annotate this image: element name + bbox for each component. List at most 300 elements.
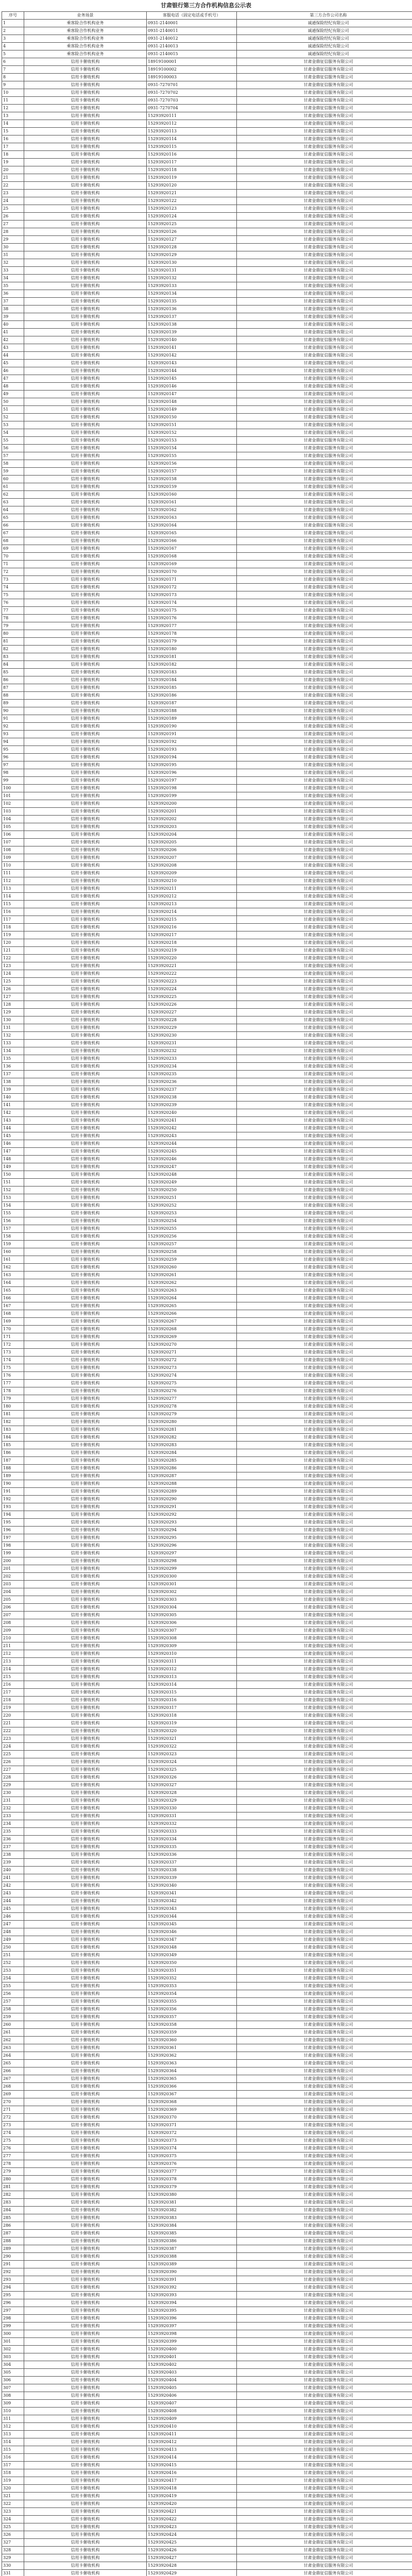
cell-phone: 15293920359 bbox=[147, 2029, 237, 2037]
cell-seq: 44 bbox=[2, 352, 24, 360]
table-row bbox=[2, 1851, 412, 1859]
cell-seq: 224 bbox=[2, 1743, 24, 1751]
cell-company: 甘肃金鼎征信服务有限公司 bbox=[237, 452, 412, 460]
table-row bbox=[2, 522, 412, 530]
cell-scenario: 信用卡催收机构 bbox=[24, 1094, 147, 1101]
cell-company: 甘肃金鼎征信服务有限公司 bbox=[237, 421, 412, 429]
cell-scenario: 信用卡催收机构 bbox=[24, 2408, 147, 2415]
cell-seq: 57 bbox=[2, 452, 24, 460]
cell-seq: 190 bbox=[2, 1480, 24, 1488]
cell-seq: 23 bbox=[2, 190, 24, 197]
cell-scenario: 信用卡催收机构 bbox=[24, 437, 147, 445]
cell-company: 甘肃金鼎征信服务有限公司 bbox=[237, 1774, 412, 1782]
cell-scenario: 信用卡催收机构 bbox=[24, 1426, 147, 1434]
cell-seq: 120 bbox=[2, 939, 24, 947]
table-row bbox=[2, 1867, 412, 1874]
cell-company: 甘肃金鼎征信服务有限公司 bbox=[237, 1449, 412, 1457]
cell-phone: 15293920178 bbox=[147, 630, 237, 638]
cell-phone: 15293920130 bbox=[147, 259, 237, 267]
cell-seq: 48 bbox=[2, 383, 24, 391]
cell-company: 甘肃金鼎征信服务有限公司 bbox=[237, 761, 412, 769]
cell-seq: 133 bbox=[2, 1040, 24, 1047]
cell-seq: 169 bbox=[2, 1318, 24, 1326]
cell-scenario: 信用卡催收机构 bbox=[24, 2485, 147, 2493]
cell-seq: 148 bbox=[2, 1156, 24, 1163]
cell-seq: 173 bbox=[2, 1349, 24, 1357]
cell-company: 甘肃金鼎征信服务有限公司 bbox=[237, 1712, 412, 1720]
table-row bbox=[2, 1202, 412, 1210]
cell-seq: 124 bbox=[2, 970, 24, 978]
cell-company: 甘肃金鼎征信服务有限公司 bbox=[237, 259, 412, 267]
table-row bbox=[2, 2570, 412, 2576]
cell-seq: 325 bbox=[2, 2523, 24, 2531]
cell-seq: 187 bbox=[2, 1457, 24, 1465]
table-row bbox=[2, 854, 412, 862]
cell-phone: 15293920424 bbox=[147, 2531, 237, 2539]
cell-seq: 292 bbox=[2, 2268, 24, 2276]
cell-phone: 15293920425 bbox=[147, 2539, 237, 2547]
cell-seq: 126 bbox=[2, 986, 24, 993]
cell-company: 甘肃金鼎征信服务有限公司 bbox=[237, 1465, 412, 1472]
cell-scenario: 信用卡催收机构 bbox=[24, 607, 147, 615]
cell-seq: 272 bbox=[2, 2114, 24, 2122]
cell-seq: 86 bbox=[2, 676, 24, 684]
cell-seq: 244 bbox=[2, 1897, 24, 1905]
cell-seq: 11 bbox=[2, 97, 24, 105]
cell-phone: 15293920254 bbox=[147, 1217, 237, 1225]
cell-phone: 15293920251 bbox=[147, 1194, 237, 1202]
cell-scenario: 信用卡催收机构 bbox=[24, 352, 147, 360]
cell-company: 甘肃金鼎征信服务有限公司 bbox=[237, 2554, 412, 2562]
cell-company: 甘肃金鼎征信服务有限公司 bbox=[237, 2523, 412, 2531]
cell-phone: 15293920202 bbox=[147, 816, 237, 823]
cell-phone: 15293920191 bbox=[147, 731, 237, 738]
cell-seq: 8 bbox=[2, 74, 24, 81]
cell-scenario: 信用卡催收机构 bbox=[24, 1040, 147, 1047]
cell-seq: 254 bbox=[2, 1975, 24, 1982]
cell-scenario: 信用卡催收机构 bbox=[24, 1418, 147, 1426]
cell-scenario: 信用卡催收机构 bbox=[24, 1078, 147, 1086]
cell-phone: 15293920397 bbox=[147, 2323, 237, 2330]
cell-scenario: 信用卡催收机构 bbox=[24, 2083, 147, 2091]
cell-company: 甘肃金鼎征信服务有限公司 bbox=[237, 1882, 412, 1890]
cell-phone: 15293920257 bbox=[147, 1241, 237, 1248]
cell-scenario: 信用卡催收机构 bbox=[24, 808, 147, 816]
cell-phone: 15293920205 bbox=[147, 839, 237, 846]
table-row bbox=[2, 2052, 412, 2060]
table-row bbox=[2, 391, 412, 398]
cell-company: 甘肃金鼎征信服务有限公司 bbox=[237, 1751, 412, 1758]
cell-seq: 214 bbox=[2, 1666, 24, 1673]
cell-scenario: 信用卡催收机构 bbox=[24, 89, 147, 97]
table-row bbox=[2, 1751, 412, 1758]
cell-company: 甘肃金鼎征信服务有限公司 bbox=[237, 290, 412, 298]
cell-seq: 279 bbox=[2, 2168, 24, 2176]
cell-phone: 15293920198 bbox=[147, 785, 237, 792]
cell-phone: 15293920391 bbox=[147, 2276, 237, 2284]
cell-seq: 102 bbox=[2, 800, 24, 808]
cell-phone: 15293920429 bbox=[147, 2570, 237, 2576]
cell-scenario: 信用卡催收机构 bbox=[24, 2384, 147, 2392]
cell-scenario: 信用卡催收机构 bbox=[24, 367, 147, 375]
cell-seq: 164 bbox=[2, 1279, 24, 1287]
cell-phone: 18919100002 bbox=[147, 66, 237, 74]
cell-seq: 66 bbox=[2, 522, 24, 530]
cell-scenario: 信用卡催收机构 bbox=[24, 1789, 147, 1797]
cell-phone: 15293920360 bbox=[147, 2037, 237, 2044]
cell-company: 甘肃金鼎征信服务有限公司 bbox=[237, 66, 412, 74]
cell-company: 甘肃金鼎征信服务有限公司 bbox=[237, 445, 412, 452]
cell-seq: 1 bbox=[2, 20, 24, 27]
cell-seq: 255 bbox=[2, 1982, 24, 1990]
cell-scenario: 信用卡催收机构 bbox=[24, 568, 147, 576]
cell-seq: 42 bbox=[2, 336, 24, 344]
cell-scenario: 信用卡催收机构 bbox=[24, 267, 147, 275]
cell-company: 甘肃金鼎征信服务有限公司 bbox=[237, 816, 412, 823]
cell-phone: 15293920381 bbox=[147, 2199, 237, 2207]
cell-scenario: 信用卡催收机构 bbox=[24, 2392, 147, 2400]
cell-phone: 15293920112 bbox=[147, 120, 237, 128]
table-row bbox=[2, 1171, 412, 1179]
cell-phone: 15293920196 bbox=[147, 769, 237, 777]
cell-scenario: 信用卡催收机构 bbox=[24, 537, 147, 545]
cell-phone: 15293920282 bbox=[147, 1434, 237, 1442]
cell-phone: 15293920259 bbox=[147, 1256, 237, 1264]
cell-company: 甘肃金鼎征信服务有限公司 bbox=[237, 537, 412, 545]
cell-scenario: 信用卡催收机构 bbox=[24, 1928, 147, 1936]
cell-phone: 15293920298 bbox=[147, 1557, 237, 1565]
cell-scenario: 信用卡催收机构 bbox=[24, 2098, 147, 2106]
cell-scenario: 信用卡催收机构 bbox=[24, 1735, 147, 1743]
cell-seq: 92 bbox=[2, 723, 24, 731]
cell-company: 甘肃金鼎征信服务有限公司 bbox=[237, 653, 412, 661]
cell-seq: 186 bbox=[2, 1449, 24, 1457]
cell-scenario: 信用卡催收机构 bbox=[24, 1372, 147, 1380]
cell-seq: 145 bbox=[2, 1132, 24, 1140]
cell-company: 甘肃金鼎征信服务有限公司 bbox=[237, 1279, 412, 1287]
cell-seq: 3 bbox=[2, 35, 24, 43]
cell-phone: 15293920127 bbox=[147, 236, 237, 244]
cell-company: 甘肃金鼎征信服务有限公司 bbox=[237, 808, 412, 816]
cell-seq: 302 bbox=[2, 2346, 24, 2353]
cell-company: 甘肃金鼎征信服务有限公司 bbox=[237, 955, 412, 962]
table-row bbox=[2, 2029, 412, 2037]
cell-scenario: 信用卡催收机构 bbox=[24, 1797, 147, 1805]
cell-scenario: 信用卡催收机构 bbox=[24, 1496, 147, 1503]
document-title: 甘肃银行第三方合作机构信息公示表 bbox=[161, 2, 251, 9]
cell-scenario: 信用卡催收机构 bbox=[24, 901, 147, 908]
cell-scenario: 信用卡催收机构 bbox=[24, 522, 147, 530]
table-row bbox=[2, 916, 412, 924]
cell-company: 甘肃金鼎征信服务有限公司 bbox=[237, 2021, 412, 2029]
cell-scenario: 信用卡催收机构 bbox=[24, 2438, 147, 2446]
cell-scenario: 信用卡催收机构 bbox=[24, 306, 147, 313]
cell-seq: 180 bbox=[2, 1403, 24, 1411]
table-row bbox=[2, 205, 412, 213]
table-row bbox=[2, 35, 412, 43]
cell-company: 甘肃金鼎征信服务有限公司 bbox=[237, 2346, 412, 2353]
cell-company: 甘肃金鼎征信服务有限公司 bbox=[237, 1743, 412, 1751]
cell-seq: 16 bbox=[2, 135, 24, 143]
cell-seq: 131 bbox=[2, 1024, 24, 1032]
cell-scenario: 信用卡催收机构 bbox=[24, 1812, 147, 1820]
cell-seq: 330 bbox=[2, 2562, 24, 2570]
table-row bbox=[2, 877, 412, 885]
table-row bbox=[2, 1326, 412, 1333]
table-row bbox=[2, 1727, 412, 1735]
cell-phone: 15293920315 bbox=[147, 1689, 237, 1697]
cell-scenario: 信用卡催收机构 bbox=[24, 1472, 147, 1480]
cell-phone: 15293920355 bbox=[147, 1998, 237, 2006]
cell-seq: 207 bbox=[2, 1612, 24, 1619]
cell-phone: 15293920225 bbox=[147, 993, 237, 1001]
cell-seq: 135 bbox=[2, 1055, 24, 1063]
table-row bbox=[2, 499, 412, 506]
cell-company: 甘肃金鼎征信服务有限公司 bbox=[237, 1310, 412, 1318]
cell-phone: 0931-7270704 bbox=[147, 105, 237, 112]
table-row bbox=[2, 2261, 412, 2268]
cell-company: 甘肃金鼎征信服务有限公司 bbox=[237, 1086, 412, 1094]
cell-scenario: 信用卡催收机构 bbox=[24, 2222, 147, 2230]
table-row bbox=[2, 251, 412, 259]
cell-scenario: 信用卡催收机构 bbox=[24, 182, 147, 190]
cell-company: 甘肃金鼎征信服务有限公司 bbox=[237, 2037, 412, 2044]
cell-seq: 318 bbox=[2, 2469, 24, 2477]
table-row bbox=[2, 1341, 412, 1349]
cell-seq: 322 bbox=[2, 2500, 24, 2508]
cell-phone: 18919100001 bbox=[147, 58, 237, 66]
cell-seq: 136 bbox=[2, 1063, 24, 1071]
table-row bbox=[2, 962, 412, 970]
cell-scenario: 信用卡催收机构 bbox=[24, 2106, 147, 2114]
table-row bbox=[2, 908, 412, 916]
cell-company: 甘肃金鼎征信服务有限公司 bbox=[237, 367, 412, 375]
cell-scenario: 信用卡催收机构 bbox=[24, 2238, 147, 2245]
cell-scenario: 信用卡催收机构 bbox=[24, 854, 147, 862]
table-row bbox=[2, 808, 412, 816]
cell-phone: 15293920255 bbox=[147, 1225, 237, 1233]
table-row bbox=[2, 2145, 412, 2153]
cell-company: 甘肃金鼎征信服务有限公司 bbox=[237, 584, 412, 591]
cell-scenario: 信用卡催收机构 bbox=[24, 1550, 147, 1557]
cell-seq: 277 bbox=[2, 2153, 24, 2160]
table-row bbox=[2, 2462, 412, 2469]
cell-phone: 15293920288 bbox=[147, 1480, 237, 1488]
cell-seq: 105 bbox=[2, 823, 24, 831]
cell-phone: 15293920349 bbox=[147, 1952, 237, 1959]
cell-phone: 15293920388 bbox=[147, 2253, 237, 2261]
table-row bbox=[2, 1078, 412, 1086]
cell-phone: 15293920267 bbox=[147, 1318, 237, 1326]
cell-company: 甘肃金鼎征信服务有限公司 bbox=[237, 120, 412, 128]
table-row bbox=[2, 244, 412, 251]
cell-seq: 280 bbox=[2, 2176, 24, 2183]
cell-company: 甘肃金鼎征信服务有限公司 bbox=[237, 1132, 412, 1140]
cell-company: 甘肃金鼎征信服务有限公司 bbox=[237, 1357, 412, 1364]
cell-phone: 15293920153 bbox=[147, 437, 237, 445]
table-row bbox=[2, 1449, 412, 1457]
cell-company: 甘肃金鼎征信服务有限公司 bbox=[237, 2114, 412, 2122]
table-row bbox=[2, 414, 412, 421]
cell-phone: 15293920350 bbox=[147, 1959, 237, 1967]
cell-company: 甘肃金鼎征信服务有限公司 bbox=[237, 1302, 412, 1310]
cell-company: 甘肃金鼎征信服务有限公司 bbox=[237, 437, 412, 445]
cell-seq: 203 bbox=[2, 1581, 24, 1588]
cell-phone: 15293920332 bbox=[147, 1820, 237, 1828]
cell-company: 甘肃金鼎征信服务有限公司 bbox=[237, 1913, 412, 1921]
cell-company: 甘肃金鼎征信服务有限公司 bbox=[237, 383, 412, 391]
cell-phone: 15293920125 bbox=[147, 221, 237, 228]
cell-company: 甘肃金鼎征信服务有限公司 bbox=[237, 1202, 412, 1210]
cell-company: 甘肃金鼎征信服务有限公司 bbox=[237, 1998, 412, 2006]
table-row bbox=[2, 1859, 412, 1867]
cell-phone: 15293920302 bbox=[147, 1588, 237, 1596]
cell-scenario: 信用卡催收机构 bbox=[24, 2570, 147, 2576]
cell-seq: 281 bbox=[2, 2183, 24, 2191]
cell-phone: 15293920312 bbox=[147, 1666, 237, 1673]
cell-company: 甘肃金鼎征信服务有限公司 bbox=[237, 2338, 412, 2346]
cell-seq: 110 bbox=[2, 862, 24, 870]
cell-scenario: 信用卡催收机构 bbox=[24, 862, 147, 870]
cell-company: 甘肃金鼎征信服务有限公司 bbox=[237, 1511, 412, 1519]
cell-phone: 15293920150 bbox=[147, 414, 237, 421]
cell-scenario: 信用卡催收机构 bbox=[24, 746, 147, 754]
table-row bbox=[2, 1998, 412, 2006]
cell-company: 甘肃金鼎征信服务有限公司 bbox=[237, 545, 412, 553]
cell-seq: 262 bbox=[2, 2037, 24, 2044]
table-row bbox=[2, 545, 412, 553]
table-row bbox=[2, 2299, 412, 2307]
table-row bbox=[2, 669, 412, 676]
cell-phone: 15293920226 bbox=[147, 1001, 237, 1009]
cell-scenario: 信用卡催收机构 bbox=[24, 692, 147, 700]
cell-scenario: 信用卡催收机构 bbox=[24, 1712, 147, 1720]
cell-scenario: 信用卡催收机构 bbox=[24, 1990, 147, 1998]
table-row bbox=[2, 1557, 412, 1565]
cell-phone: 15293920378 bbox=[147, 2176, 237, 2183]
cell-scenario: 信用卡催收机构 bbox=[24, 2060, 147, 2067]
cell-phone: 0931-7270702 bbox=[147, 89, 237, 97]
table-row bbox=[2, 2222, 412, 2230]
cell-company: 甘肃金鼎征信服务有限公司 bbox=[237, 1063, 412, 1071]
cell-scenario: 信用卡催收机构 bbox=[24, 1333, 147, 1341]
cell-seq: 223 bbox=[2, 1735, 24, 1743]
cell-seq: 12 bbox=[2, 105, 24, 112]
table-row bbox=[2, 182, 412, 190]
cell-phone: 15293920140 bbox=[147, 336, 237, 344]
table-row bbox=[2, 1650, 412, 1658]
cell-scenario: 信用卡催收机构 bbox=[24, 483, 147, 491]
cell-seq: 121 bbox=[2, 947, 24, 955]
table-row bbox=[2, 1758, 412, 1766]
cell-seq: 10 bbox=[2, 89, 24, 97]
cell-company: 甘肃金鼎征信服务有限公司 bbox=[237, 1975, 412, 1982]
cell-phone: 15293920385 bbox=[147, 2230, 237, 2238]
cell-phone: 15293920240 bbox=[147, 1109, 237, 1117]
cell-phone: 15293920227 bbox=[147, 1009, 237, 1016]
table-row bbox=[2, 2160, 412, 2168]
cell-company: 甘肃金鼎征信服务有限公司 bbox=[237, 112, 412, 120]
cell-seq: 290 bbox=[2, 2253, 24, 2261]
cell-seq: 315 bbox=[2, 2446, 24, 2454]
cell-scenario: 信用卡催收机构 bbox=[24, 2531, 147, 2539]
table-row bbox=[2, 1511, 412, 1519]
table-row bbox=[2, 360, 412, 367]
cell-scenario: 信用卡催收机构 bbox=[24, 1248, 147, 1256]
cell-company: 甘肃金鼎征信服务有限公司 bbox=[237, 2191, 412, 2199]
cell-phone: 15293920330 bbox=[147, 1805, 237, 1812]
cell-seq: 130 bbox=[2, 1016, 24, 1024]
cell-company: 甘肃金鼎征信服务有限公司 bbox=[237, 1071, 412, 1078]
cell-phone: 15293920400 bbox=[147, 2346, 237, 2353]
table-row bbox=[2, 1024, 412, 1032]
cell-phone: 15293920131 bbox=[147, 267, 237, 275]
cell-phone: 15293920234 bbox=[147, 1063, 237, 1071]
cell-phone: 15293920188 bbox=[147, 707, 237, 715]
cell-scenario: 信用卡催收机构 bbox=[24, 499, 147, 506]
cell-phone: 15293920243 bbox=[147, 1132, 237, 1140]
cell-phone: 15293920309 bbox=[147, 1642, 237, 1650]
table-row bbox=[2, 2044, 412, 2052]
cell-phone: 15293920396 bbox=[147, 2315, 237, 2323]
cell-phone: 15293920410 bbox=[147, 2423, 237, 2431]
cell-scenario: 信用卡催收机构 bbox=[24, 1024, 147, 1032]
cell-scenario: 信用卡催收机构 bbox=[24, 2516, 147, 2523]
cell-scenario: 信用卡催收机构 bbox=[24, 1465, 147, 1472]
cell-company: 甘肃金鼎征信服务有限公司 bbox=[237, 1673, 412, 1681]
cell-company: 甘肃金鼎征信服务有限公司 bbox=[237, 2276, 412, 2284]
cell-company: 甘肃金鼎征信服务有限公司 bbox=[237, 522, 412, 530]
cell-company: 甘肃金鼎征信服务有限公司 bbox=[237, 1318, 412, 1326]
table-row bbox=[2, 66, 412, 74]
table-row bbox=[2, 1774, 412, 1782]
cell-company: 甘肃金鼎征信服务有限公司 bbox=[237, 993, 412, 1001]
table-row bbox=[2, 2091, 412, 2098]
table-row bbox=[2, 2323, 412, 2330]
cell-phone: 15293920377 bbox=[147, 2168, 237, 2176]
cell-phone: 15293920158 bbox=[147, 476, 237, 483]
cell-seq: 56 bbox=[2, 445, 24, 452]
cell-seq: 83 bbox=[2, 653, 24, 661]
cell-company: 甘肃金鼎征信服务有限公司 bbox=[237, 2238, 412, 2245]
cell-phone: 15293920160 bbox=[147, 491, 237, 499]
table-row bbox=[2, 939, 412, 947]
cell-seq: 232 bbox=[2, 1805, 24, 1812]
cell-company: 甘肃金鼎征信服务有限公司 bbox=[237, 166, 412, 174]
cell-company: 甘肃金鼎征信服务有限公司 bbox=[237, 1851, 412, 1859]
cell-seq: 269 bbox=[2, 2091, 24, 2098]
cell-company: 甘肃金鼎征信服务有限公司 bbox=[237, 159, 412, 166]
cell-scenario: 信用卡催收机构 bbox=[24, 800, 147, 808]
cell-company: 甘肃金鼎征信服务有限公司 bbox=[237, 506, 412, 514]
cell-company: 甘肃金鼎征信服务有限公司 bbox=[237, 151, 412, 159]
cell-seq: 195 bbox=[2, 1519, 24, 1527]
cell-company: 甘肃金鼎征信服务有限公司 bbox=[237, 777, 412, 785]
cell-seq: 270 bbox=[2, 2098, 24, 2106]
cell-phone: 15293920269 bbox=[147, 1333, 237, 1341]
cell-phone: 15293920295 bbox=[147, 1534, 237, 1542]
cell-scenario: 信用卡催收机构 bbox=[24, 1272, 147, 1279]
cell-company: 甘肃金鼎征信服务有限公司 bbox=[237, 1859, 412, 1867]
cell-scenario: 信用卡催收机构 bbox=[24, 2353, 147, 2361]
cell-company: 甘肃金鼎征信服务有限公司 bbox=[237, 244, 412, 251]
table-row bbox=[2, 684, 412, 692]
table-row bbox=[2, 1619, 412, 1627]
cell-seq: 97 bbox=[2, 761, 24, 769]
cell-scenario: 信用卡催收机构 bbox=[24, 1952, 147, 1959]
cell-seq: 175 bbox=[2, 1364, 24, 1372]
cell-seq: 231 bbox=[2, 1797, 24, 1805]
